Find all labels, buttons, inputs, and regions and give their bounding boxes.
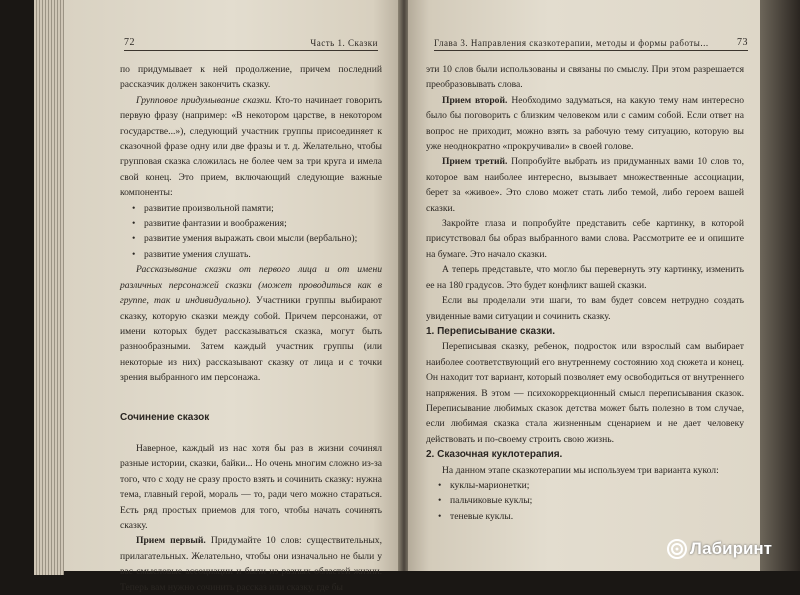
paragraph xyxy=(426,93,744,155)
paragraph xyxy=(120,93,382,201)
right-page xyxy=(408,0,760,571)
paragraph: эти 10 слов были использованы и связаны по смыслу. При этом разрешается преобразовывать слова. xyxy=(426,64,744,91)
paragraph-body: Попробуйте выбрать из придуманных вами 10 слов то, которое вам наиболее интересно, вызывает множественные ассоциации, берет за «живое». Это слово может стать либо темой, либо героем вашей сказки. xyxy=(426,156,745,214)
list-item: • куклы-марионетки; xyxy=(426,478,744,493)
page-stack-edge xyxy=(34,0,64,575)
paragraph-body: Необходимо задуматься, на какую тему нам интересно было бы поговорить с близким человеком или с самим собой. Если ответ на вопрос не приходит, можно взять за рабочую тему ситуацию, которую вы уже неоднократно «прокручивали» в своей голове. xyxy=(426,94,745,153)
paragraph: по придумывает к ней продолжение, причем последний рассказчик должен закончить сказку. xyxy=(120,64,382,91)
labyrinth-logo-icon xyxy=(667,539,687,559)
page-number: 72 xyxy=(124,37,135,48)
page-number: 73 xyxy=(737,37,748,48)
running-head-left xyxy=(124,34,378,51)
running-head-title: Часть 1. Сказки xyxy=(310,38,378,48)
spacer xyxy=(120,425,382,441)
paragraph xyxy=(120,262,382,385)
paragraph-lead: Прием второй. xyxy=(442,94,508,106)
paragraph-lead: Рассказывание сказки от первого лица и от имени различных персонажей сказки (может проводиться как в группе, так и индивидуально). xyxy=(120,264,382,307)
bullet-list xyxy=(426,478,744,524)
list-item: • пальчиковые куклы; xyxy=(426,493,744,508)
list-item: • развитие умения слушать. xyxy=(120,247,382,262)
page-edge-shadow xyxy=(760,0,800,571)
section-heading: Сочинение сказок xyxy=(120,411,210,423)
left-page-text xyxy=(120,62,382,595)
paragraph: Наверное, каждый из нас хотя бы раз в жизни сочинял разные истории, сказки, байки... Но очень многим сложно из-за того, что с ходу не сразу просто взять и сочинить сказку: нужна тема, главный герой, мораль — то, ради чего можно стараться. Есть ряд простых приемов для того, чтобы начать сочинять сказку. xyxy=(120,442,382,531)
paragraph: Если вы проделали эти шаги, то вам будет совсем нетрудно создать увиденные вами ситуации и сочинить сказку. xyxy=(426,295,744,322)
bullet-list xyxy=(120,201,382,263)
running-head-title: Глава 3. Направления сказкотерапии, методы и формы работы... xyxy=(434,38,709,48)
watermark-text: Лабиринт xyxy=(689,539,772,558)
left-page xyxy=(64,0,400,593)
paragraph xyxy=(120,533,382,595)
paragraph: А теперь представьте, что могло бы перевернуть эту картинку, изменить ее на 180 градусов. Это будет конфликт вашей сказки. xyxy=(426,264,744,291)
list-item: • развитие умения выражать свои мысли (вербально); xyxy=(120,231,382,246)
list-item: • развитие произвольной памяти; xyxy=(120,201,382,216)
list-item: • теневые куклы. xyxy=(426,509,744,524)
paragraph-body: Кто-то начинает говорить первую фразу (например: «В некотором царстве, в некотором государстве...»), следующий участник группы присоединяет к сказочной фразе одну или две фразы и т. д. Желательно, чтобы групповая сказка сложилась не более чем за три круга и имела свой конец. Это прием, включающий следующие важные компоненты: xyxy=(120,94,382,199)
paragraph: На данном этапе сказкотерапии мы используем три варианта кукол: xyxy=(442,464,719,476)
list-item: • развитие фантазии и воображения; xyxy=(120,216,382,231)
paragraph-body: Придумайте 10 слов: существительных, прилагательных. Желательно, чтобы они изначально не были у вас смысловые ассоциации и были из разных областей жизни. Теперь вам нужно сочинить рассказ или сказку, где бы xyxy=(120,535,382,593)
paragraph-lead: Прием первый. xyxy=(136,535,206,547)
paragraph: Закройте глаза и попробуйте представить себе картинку, в которой присутствовал бы образ выбранного вами слова. Рассмотрите ее и опишите на бумаге. Это начало сказки. xyxy=(426,218,744,260)
running-head-right xyxy=(434,34,748,51)
paragraph-body: Участники группы выбирают сказку, которую сказки между собой. Причем персонажи, от имени которых будет рассказываться сказка, могут быть разнообразными. Затем каждый участник группы (или некоторые из них) рассказывают сказку от лица и с точки зрения выбранного им персонажа. xyxy=(120,295,382,384)
section-heading: 2. Сказочная куклотерапия. xyxy=(426,449,563,461)
section-heading: 1. Переписывание сказки. xyxy=(426,325,556,337)
paragraph-lead: Прием третий. xyxy=(442,156,508,168)
spacer xyxy=(120,386,382,410)
watermark xyxy=(667,539,772,559)
paragraph-lead: Групповое придумывание сказки. xyxy=(136,94,272,106)
right-page-text xyxy=(426,62,744,524)
paragraph: Переписывая сказку, ребенок, подросток или взрослый сам выбирает наиболее соответствующий его внутреннему состоянию ход сюжета и конец. Он находит тот вариант, который позволяет ему освободиться от внутреннего напряжения. В этом — психокоррекционный смысл переписывания сказок. Переписывание любимых сказок детства может быть полезно в том случае, если любимая сказка стала жизненным сценарием и не дает человеку действовать и по-своему строить свою жизнь. xyxy=(426,341,744,445)
paragraph xyxy=(426,154,744,216)
